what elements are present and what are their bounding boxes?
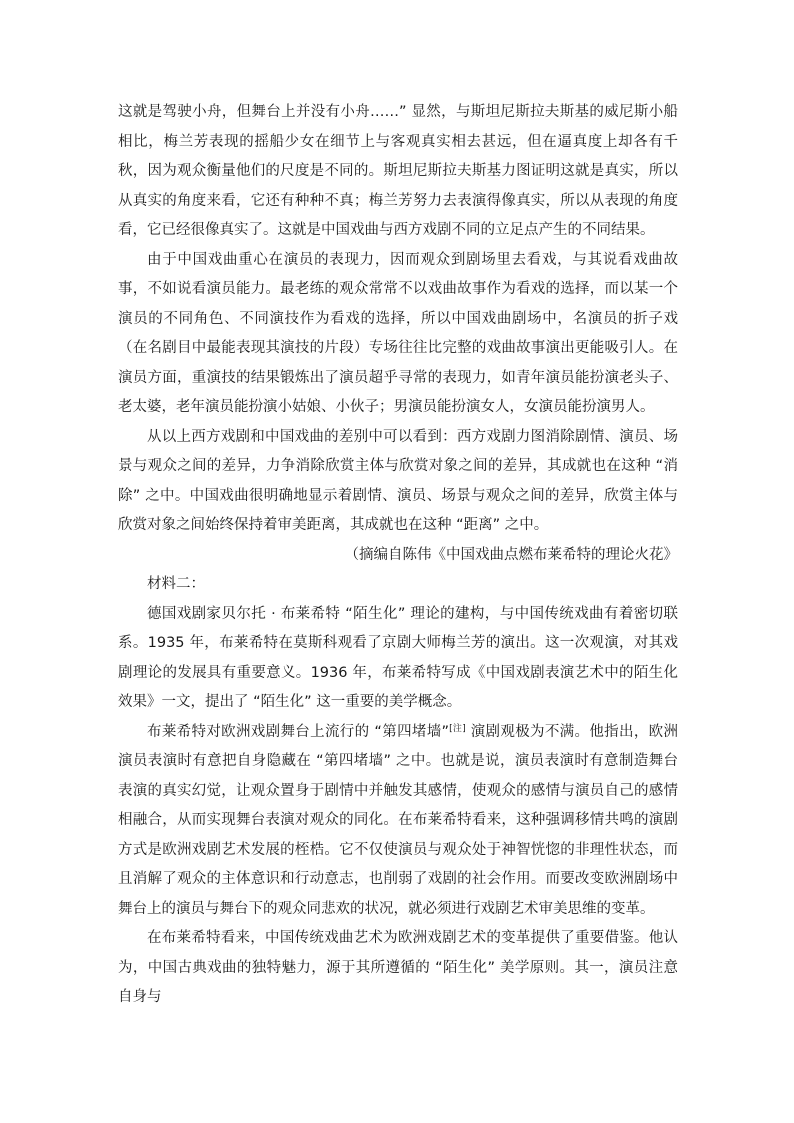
source-citation: （摘编自陈伟《中国戏曲点燃布莱希特的理论火花》	[344, 546, 678, 563]
material-2-heading: 材料二：	[147, 576, 205, 592]
paragraph-3: 从以上西方戏剧和中国戏曲的差别中可以看到：西方戏剧力图消除剧情、演员、场景与观众之间的差异，力争消除欣赏主体与欣赏对象之间的差异，其成就也在这种 “消除” 之中。中国戏曲很明确地显示着剧情、演员、场景与观众之间的差异，欣赏主体与欣赏对象之间始终保持着审美距离，其成就也在这种 “距离” 之中。	[118, 428, 678, 533]
document-page	[118, 98, 678, 1013]
paragraph-5	[118, 718, 678, 925]
paragraph-5-part-b: 演剧观极为不满。他指出，欧洲演员表演时有意把自身隐藏在 “第四堵墙” 之中。也就是说，演员表演时有意制造舞台表演的真实幻觉，让观众置身于剧情中并触发其感情，使观众的感情与演员自己的感情相融合，从而实现舞台表演对观众的同化。在布莱希特看来，这种强调移情共鸣的演剧方式是欧洲戏剧艺术发展的桎梏。它不仅使演员与观众处于神智恍惚的非理性状态，而且消解了观众的主体意识和行动意志，也削弱了戏剧的社会作用。而要改变欧洲剧场中舞台上的演员与舞台下的观众同悲欢的状况，就必须进行戏剧艺术审美思维的变革。	[118, 723, 678, 917]
paragraph-6: 在布莱希特看来，中国传统戏曲艺术为欧洲戏剧艺术的变革提供了重要借鉴。他认为，中国古典戏曲的独特魅力，源于其所遵循的 “陌生化” 美学原则。其一，演员注意自身与	[118, 930, 678, 1005]
paragraph-5-part-a: 布莱希特对欧洲戏剧舞台上流行的 “第四堵墙”	[147, 723, 450, 740]
paragraph-1: 这就是驾驶小舟，但舞台上并没有小舟……” 显然，与斯坦尼斯拉夫斯基的威尼斯小船相比，梅兰芳表现的摇船少女在细节上与客观真实相去甚远，但在逼真度上却各有千秋，因为观众衡量他们的尺度是不同的。斯坦尼斯拉夫斯基力图证明这就是真实，所以从真实的角度来看，它还有种种不真；梅兰芳努力去表演得像真实，所以从表现的角度看，它已经很像真实了。这就是中国戏曲与西方戏剧不同的立足点产生的不同结果。	[118, 104, 678, 238]
footnote-marker: [注]	[449, 723, 466, 734]
paragraph-2: 由于中国戏曲重心在演员的表现力，因而观众到剧场里去看戏，与其说看戏曲故事，不如说看演员能力。最老练的观众常常不以戏曲故事作为看戏的选择，而以某一个演员的不同角色、不同演技作为看戏的选择，所以中国戏曲剧场中，名演员的折子戏（在名剧目中最能表现其演技的片段）专场往往比完整的戏曲故事演出更能吸引人。在演员方面，重演技的结果锻炼出了演员超乎寻常的表现力，如青年演员能扮演老头子、老太婆，老年演员能扮演小姑娘、小伙子；男演员能扮演女人，女演员能扮演男人。	[118, 251, 678, 415]
paragraph-4: 德国戏剧家贝尔托 · 布莱希特 “陌生化” 理论的建构，与中国传统戏曲有着密切联系。1935 年，布莱希特在莫斯科观看了京剧大师梅兰芳的演出。这一次观演，对其戏剧理论的发展具有重要意义。1936 年，布莱希特写成《中国戏剧表演艺术中的陌生化效果》一文，提出了 “陌生化” 这一重要的美学概念。	[118, 605, 678, 710]
